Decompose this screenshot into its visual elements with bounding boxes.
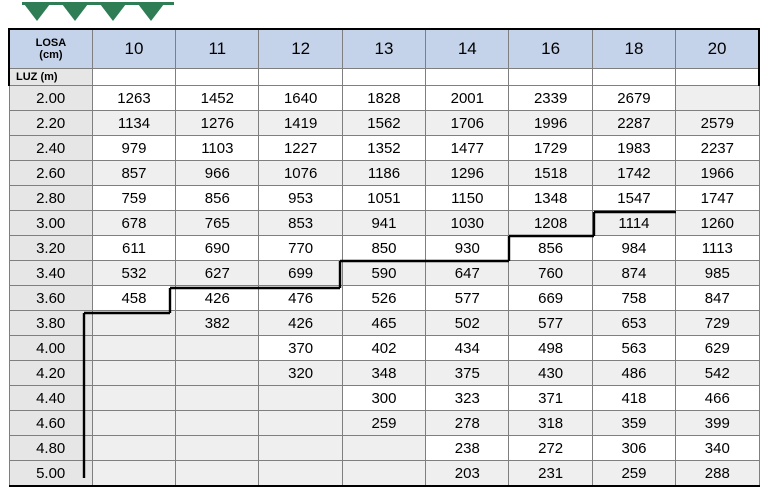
column-header: 14 bbox=[426, 29, 509, 69]
table-cell: 323 bbox=[426, 386, 509, 411]
table-cell: 1113 bbox=[676, 236, 759, 261]
table-cell: 2287 bbox=[592, 111, 675, 136]
table-cell: 979 bbox=[92, 136, 175, 161]
table-cell: 847 bbox=[676, 286, 759, 311]
table-cell: 1227 bbox=[259, 136, 342, 161]
triangle-support-icon bbox=[62, 4, 88, 21]
table-cell: 760 bbox=[509, 261, 592, 286]
table-cell: 984 bbox=[592, 236, 675, 261]
table-cell: 627 bbox=[176, 261, 259, 286]
table-cell: 259 bbox=[592, 461, 675, 487]
table-row bbox=[9, 411, 759, 436]
table-row bbox=[9, 436, 759, 461]
table-cell: 1103 bbox=[176, 136, 259, 161]
table-cell: 498 bbox=[509, 336, 592, 361]
spacer-cell bbox=[259, 69, 342, 86]
table-cell bbox=[176, 336, 259, 361]
table-cell: 526 bbox=[342, 286, 425, 311]
table-cell: 1276 bbox=[176, 111, 259, 136]
row-header-luz: 3.40 bbox=[9, 261, 92, 286]
table-cell: 985 bbox=[676, 261, 759, 286]
table-cell: 2579 bbox=[676, 111, 759, 136]
table-cell: 1640 bbox=[259, 86, 342, 111]
table-cell: 318 bbox=[509, 411, 592, 436]
table-cell: 966 bbox=[176, 161, 259, 186]
table-cell: 765 bbox=[176, 211, 259, 236]
table-cell: 203 bbox=[426, 461, 509, 487]
table-cell: 2679 bbox=[592, 86, 675, 111]
table-row bbox=[9, 211, 759, 236]
row-header-luz: 2.40 bbox=[9, 136, 92, 161]
row-header-luz: 2.20 bbox=[9, 111, 92, 136]
column-header: 16 bbox=[509, 29, 592, 69]
table-cell: 678 bbox=[92, 211, 175, 236]
table-cell: 430 bbox=[509, 361, 592, 386]
table-cell: 1186 bbox=[342, 161, 425, 186]
table-cell: 856 bbox=[509, 236, 592, 261]
table-cell bbox=[259, 461, 342, 487]
table-cell: 402 bbox=[342, 336, 425, 361]
table-cell: 759 bbox=[92, 186, 175, 211]
table-cell: 850 bbox=[342, 236, 425, 261]
row-header-luz: 3.20 bbox=[9, 236, 92, 261]
table-cell: 231 bbox=[509, 461, 592, 487]
corner-header-line1: LOSA bbox=[35, 37, 67, 49]
table-cell: 2339 bbox=[509, 86, 592, 111]
column-header: 18 bbox=[592, 29, 675, 69]
table-cell: 629 bbox=[676, 336, 759, 361]
table-row bbox=[9, 361, 759, 386]
table-cell: 476 bbox=[259, 286, 342, 311]
table-cell: 1263 bbox=[92, 86, 175, 111]
table-cell: 1260 bbox=[676, 211, 759, 236]
table-cell: 272 bbox=[509, 436, 592, 461]
table-cell: 370 bbox=[259, 336, 342, 361]
table-cell: 874 bbox=[592, 261, 675, 286]
table-cell: 1150 bbox=[426, 186, 509, 211]
row-header-luz: 5.00 bbox=[9, 461, 92, 487]
table-cell: 1076 bbox=[259, 161, 342, 186]
table-cell: 371 bbox=[509, 386, 592, 411]
table-row bbox=[9, 111, 759, 136]
table-cell: 1352 bbox=[342, 136, 425, 161]
table-cell: 2001 bbox=[426, 86, 509, 111]
table-cell: 320 bbox=[259, 361, 342, 386]
table-row bbox=[9, 311, 759, 336]
table-cell: 382 bbox=[176, 311, 259, 336]
table-cell: 590 bbox=[342, 261, 425, 286]
row-header-luz: 2.60 bbox=[9, 161, 92, 186]
row-header-luz: 4.00 bbox=[9, 336, 92, 361]
table-cell: 1051 bbox=[342, 186, 425, 211]
table-row bbox=[9, 186, 759, 211]
table-cell: 465 bbox=[342, 311, 425, 336]
table-cell: 699 bbox=[259, 261, 342, 286]
table-cell: 348 bbox=[342, 361, 425, 386]
row-header-luz: 3.00 bbox=[9, 211, 92, 236]
row-header-luz: 2.00 bbox=[9, 86, 92, 111]
table-cell: 729 bbox=[676, 311, 759, 336]
table-cell: 1747 bbox=[676, 186, 759, 211]
table-cell: 1996 bbox=[509, 111, 592, 136]
triangle-support-icon bbox=[138, 4, 164, 21]
spacer-cell bbox=[509, 69, 592, 86]
column-header: 11 bbox=[176, 29, 259, 69]
triangle-support-icon bbox=[100, 4, 126, 21]
table-cell: 532 bbox=[92, 261, 175, 286]
table-cell bbox=[259, 411, 342, 436]
table-cell: 690 bbox=[176, 236, 259, 261]
table-cell: 486 bbox=[592, 361, 675, 386]
table-cell: 288 bbox=[676, 461, 759, 487]
table-cell: 300 bbox=[342, 386, 425, 411]
table-cell bbox=[676, 86, 759, 111]
table-cell: 1547 bbox=[592, 186, 675, 211]
spacer-cell bbox=[426, 69, 509, 86]
table-cell: 1966 bbox=[676, 161, 759, 186]
table-cell: 426 bbox=[259, 311, 342, 336]
table-cell bbox=[92, 336, 175, 361]
table-cell: 941 bbox=[342, 211, 425, 236]
table-cell: 1562 bbox=[342, 111, 425, 136]
table-cell: 399 bbox=[676, 411, 759, 436]
row-header-luz: 4.20 bbox=[9, 361, 92, 386]
table-row bbox=[9, 136, 759, 161]
table-cell: 930 bbox=[426, 236, 509, 261]
table-cell: 375 bbox=[426, 361, 509, 386]
table-cell: 577 bbox=[509, 311, 592, 336]
table-cell: 1114 bbox=[592, 211, 675, 236]
table-row bbox=[9, 261, 759, 286]
table-cell: 434 bbox=[426, 336, 509, 361]
table-cell: 856 bbox=[176, 186, 259, 211]
spacer-cell bbox=[676, 69, 759, 86]
row-header-luz: 4.60 bbox=[9, 411, 92, 436]
table-cell: 502 bbox=[426, 311, 509, 336]
spacer-cell bbox=[342, 69, 425, 86]
row-header-luz: 4.40 bbox=[9, 386, 92, 411]
table-cell bbox=[92, 436, 175, 461]
table-cell bbox=[92, 411, 175, 436]
table-cell: 306 bbox=[592, 436, 675, 461]
table-cell: 1208 bbox=[509, 211, 592, 236]
column-header: 13 bbox=[342, 29, 425, 69]
row-header-luz: 3.80 bbox=[9, 311, 92, 336]
table-row bbox=[9, 286, 759, 311]
table-cell: 647 bbox=[426, 261, 509, 286]
table-row bbox=[9, 386, 759, 411]
table-cell: 758 bbox=[592, 286, 675, 311]
table-cell bbox=[176, 386, 259, 411]
table-cell bbox=[176, 461, 259, 487]
table-cell: 1348 bbox=[509, 186, 592, 211]
table-cell: 563 bbox=[592, 336, 675, 361]
row-header-label-row bbox=[9, 69, 759, 86]
column-header: 12 bbox=[259, 29, 342, 69]
table-cell: 669 bbox=[509, 286, 592, 311]
table-cell: 1296 bbox=[426, 161, 509, 186]
table-cell: 466 bbox=[676, 386, 759, 411]
table-cell: 418 bbox=[592, 386, 675, 411]
losa-luz-table-wrapper bbox=[8, 28, 760, 487]
table-cell bbox=[176, 436, 259, 461]
row-header-luz: 3.60 bbox=[9, 286, 92, 311]
table-body bbox=[9, 86, 759, 487]
table-cell: 1742 bbox=[592, 161, 675, 186]
row-header-luz: 4.80 bbox=[9, 436, 92, 461]
spacer-cell bbox=[176, 69, 259, 86]
corner-header-line2: (cm) bbox=[39, 49, 63, 61]
table-cell: 426 bbox=[176, 286, 259, 311]
support-decoration bbox=[0, 0, 768, 26]
table-cell: 1828 bbox=[342, 86, 425, 111]
table-cell: 577 bbox=[426, 286, 509, 311]
table-row bbox=[9, 336, 759, 361]
table-cell: 853 bbox=[259, 211, 342, 236]
table-cell: 1983 bbox=[592, 136, 675, 161]
table-cell: 857 bbox=[92, 161, 175, 186]
table-cell: 653 bbox=[592, 311, 675, 336]
table-cell bbox=[259, 436, 342, 461]
table-cell bbox=[342, 461, 425, 487]
table-cell bbox=[342, 436, 425, 461]
losa-luz-table bbox=[8, 28, 760, 487]
table-cell: 770 bbox=[259, 236, 342, 261]
table-row bbox=[9, 161, 759, 186]
table-cell: 1452 bbox=[176, 86, 259, 111]
table-cell: 1706 bbox=[426, 111, 509, 136]
table-cell: 2237 bbox=[676, 136, 759, 161]
table-cell: 1419 bbox=[259, 111, 342, 136]
table-cell: 278 bbox=[426, 411, 509, 436]
spacer-cell bbox=[592, 69, 675, 86]
table-cell: 1729 bbox=[509, 136, 592, 161]
table-cell bbox=[259, 386, 342, 411]
table-cell: 1477 bbox=[426, 136, 509, 161]
table-cell: 1134 bbox=[92, 111, 175, 136]
spacer-cell bbox=[92, 69, 175, 86]
table-cell: 1518 bbox=[509, 161, 592, 186]
table-cell bbox=[92, 461, 175, 487]
table-cell: 238 bbox=[426, 436, 509, 461]
table-cell: 259 bbox=[342, 411, 425, 436]
luz-unit-label: LUZ (m) bbox=[9, 69, 92, 86]
table-cell: 542 bbox=[676, 361, 759, 386]
table-cell bbox=[92, 386, 175, 411]
column-header: 10 bbox=[92, 29, 175, 69]
column-header: 20 bbox=[676, 29, 759, 69]
table-row bbox=[9, 86, 759, 111]
triangle-support-icon bbox=[24, 4, 50, 21]
table-cell: 359 bbox=[592, 411, 675, 436]
table-cell: 458 bbox=[92, 286, 175, 311]
table-cell: 611 bbox=[92, 236, 175, 261]
table-cell bbox=[176, 361, 259, 386]
table-cell bbox=[92, 311, 175, 336]
row-header-luz: 2.80 bbox=[9, 186, 92, 211]
table-cell bbox=[176, 411, 259, 436]
table-row bbox=[9, 461, 759, 487]
table-row bbox=[9, 236, 759, 261]
table-header-row bbox=[9, 29, 759, 69]
table-cell: 1030 bbox=[426, 211, 509, 236]
table-cell: 953 bbox=[259, 186, 342, 211]
table-cell: 340 bbox=[676, 436, 759, 461]
corner-header bbox=[9, 29, 92, 69]
table-cell bbox=[92, 361, 175, 386]
